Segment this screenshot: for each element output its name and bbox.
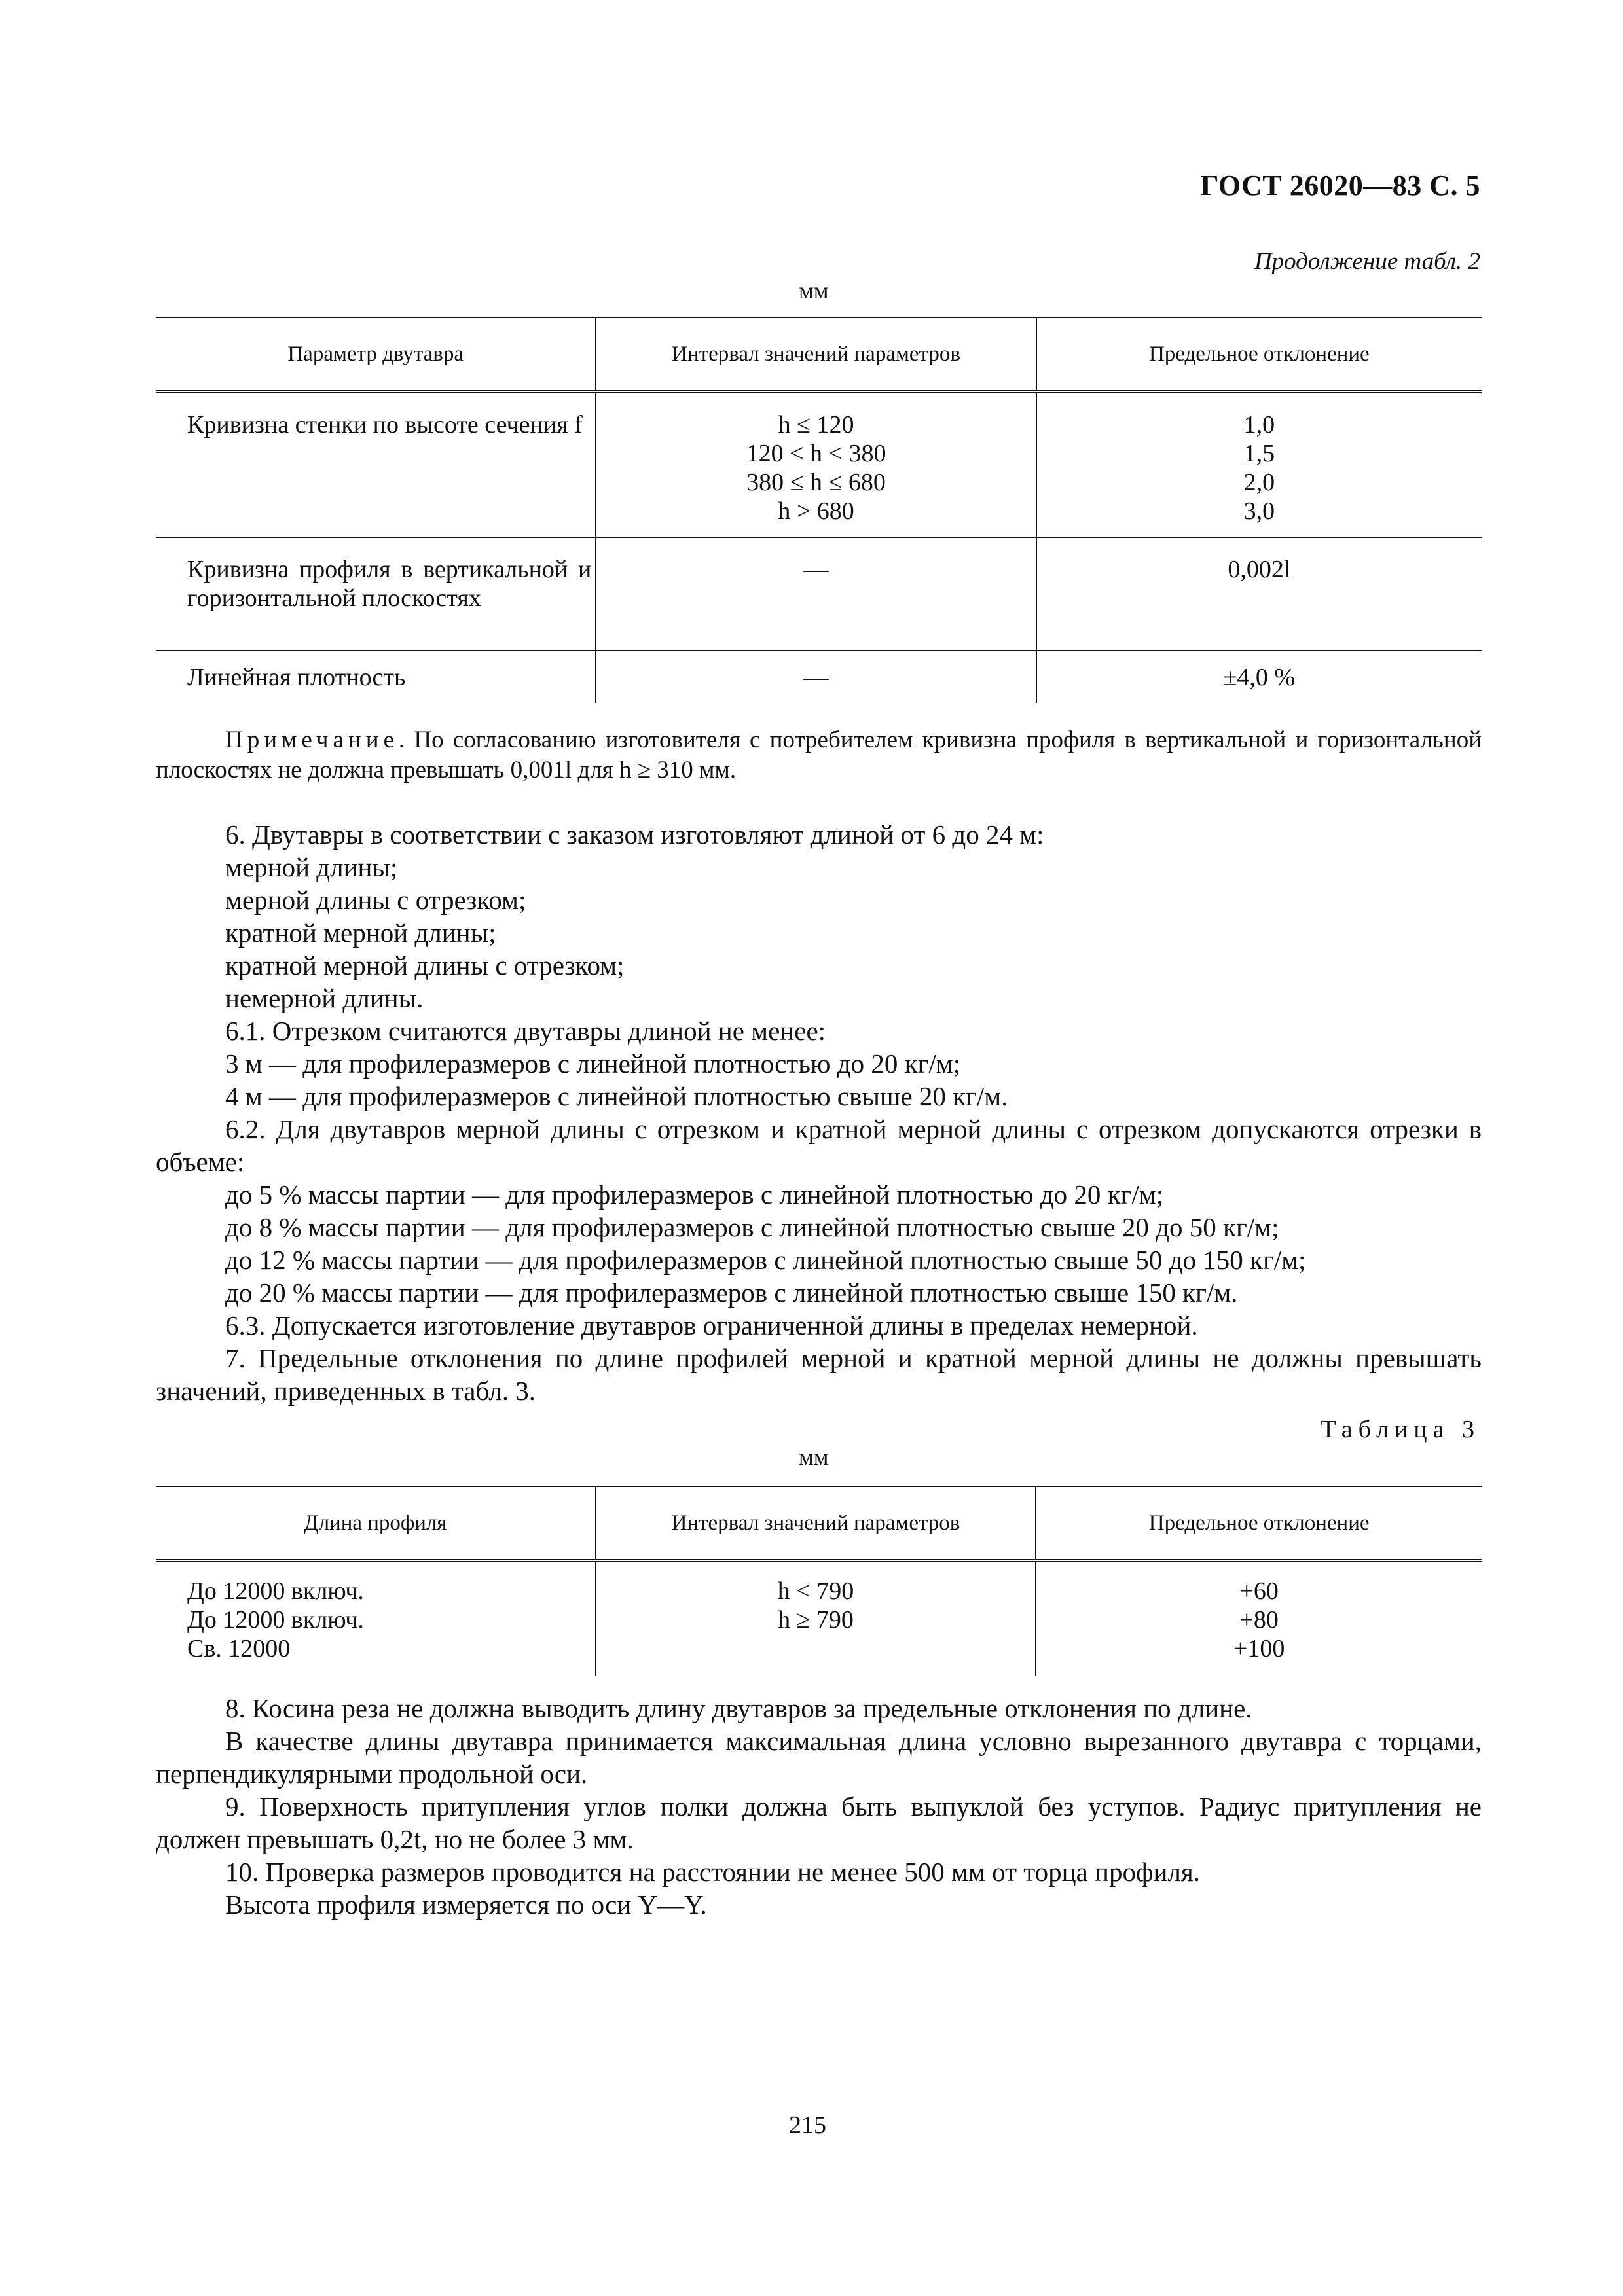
length-value: Св. 12000 — [187, 1635, 291, 1662]
table-2 — [156, 317, 1482, 703]
deviation-value: 0,002l — [1228, 556, 1291, 583]
table3-cell-deviations — [1036, 1561, 1482, 1676]
note-text: . По согласованию изготовителя с потребителем кривизна профиля в вертикальной и горизонтальной плоскостях не должна превышать 0,001l для h ≥ 310 мм. — [156, 726, 1482, 783]
interval-value: — — [803, 556, 829, 583]
table2-cell-intervals — [596, 651, 1036, 703]
table3-cell-intervals — [596, 1561, 1036, 1676]
table3-title: Таблица 3 — [1321, 1416, 1480, 1443]
paragraph: 6.3. Допускается изготовление двутавров ограниченной длины в пределах немерной. — [225, 1310, 1198, 1340]
table2-cell-deviations — [1036, 537, 1482, 651]
table3-col-length: Длина профиля — [156, 1486, 596, 1561]
table2-note — [156, 725, 1482, 785]
page-number: 215 — [789, 2111, 826, 2139]
paragraph: В качестве длины двутавра принимается максимальная длина условно вырезанного двутавра с торцами, перпендикулярными продольной оси. — [156, 1726, 1482, 1789]
list-item: кратной мерной длины; — [225, 918, 496, 948]
list-item: до 5 % массы партии — для профилеразмеров с линейной плотностью до 20 кг/м; — [225, 1179, 1164, 1210]
deviation-value: 2,0 — [1243, 469, 1275, 496]
note-label: Примечание — [225, 726, 399, 753]
table2-col-deviation: Предельное отклонение — [1036, 317, 1482, 392]
interval-value: 120 < h < 380 — [746, 440, 886, 467]
table2-cell-parameter: Кривизна стенки по высоте сечения f — [187, 411, 583, 439]
sections-8-10 — [156, 1692, 1482, 1921]
list-item: мерной длины с отрезком; — [225, 885, 526, 915]
table2-cell-deviations — [1036, 651, 1482, 703]
table-row — [156, 651, 1482, 703]
list-item: кратной мерной длины с отрезком; — [225, 950, 625, 980]
deviation-value: 1,5 — [1243, 440, 1275, 467]
table2-cell-intervals — [596, 537, 1036, 651]
document-header: ГОСТ 26020—83 С. 5 — [1200, 170, 1480, 202]
table-3 — [156, 1486, 1482, 1676]
paragraph: 8. Косина реза не должна выводить длину двутавров за предельные отклонения по длине. — [225, 1693, 1252, 1723]
list-item: до 20 % массы партии — для профилеразмеров с линейной плотностью свыше 150 кг/м. — [225, 1278, 1238, 1308]
table-row — [156, 537, 1482, 651]
table-continuation-label: Продолжение табл. 2 — [1254, 248, 1480, 275]
list-item: 4 м — для профилеразмеров с линейной плотностью свыше 20 кг/м. — [225, 1081, 1008, 1111]
table3-col-deviation: Предельное отклонение — [1036, 1486, 1482, 1561]
table-row — [156, 1561, 1482, 1676]
table-row — [156, 392, 1482, 538]
deviation-value: 1,0 — [1243, 411, 1275, 439]
paragraph: Высота профиля измеряется по оси Y—Y. — [225, 1890, 707, 1920]
interval-value: h > 680 — [778, 497, 854, 525]
deviation-value: +80 — [1239, 1606, 1279, 1634]
table2-cell-parameter: Кривизна профиля в вертикальной и горизонтальной плоскостях — [187, 556, 592, 612]
list-item: до 8 % массы партии — для профилеразмеров с линейной плотностью свыше 20 до 50 кг/м; — [225, 1212, 1279, 1242]
deviation-value: +100 — [1233, 1635, 1285, 1662]
deviation-value: ±4,0 % — [1223, 664, 1296, 691]
paragraph: 6.1. Отрезком считаются двутавры длиной не менее: — [225, 1016, 826, 1046]
list-item: 3 м — для профилеразмеров с линейной плотностью до 20 кг/м; — [225, 1049, 961, 1079]
table2-cell-deviations — [1036, 392, 1482, 538]
interval-value: 380 ≤ h ≤ 680 — [746, 469, 886, 496]
list-item: немерной длины. — [225, 983, 424, 1013]
table2-col-interval: Интервал значений параметров — [596, 317, 1036, 392]
interval-value: h ≥ 790 — [778, 1606, 854, 1634]
interval-value: — — [803, 664, 829, 691]
interval-value: h ≤ 120 — [778, 411, 854, 439]
table2-cell-intervals — [596, 392, 1036, 538]
list-item: до 12 % массы партии — для профилеразмеров с линейной плотностью свыше 50 до 150 кг/м; — [225, 1245, 1306, 1275]
table3-cell-lengths — [156, 1561, 596, 1676]
section-6 — [156, 818, 1482, 1407]
deviation-value: 3,0 — [1243, 497, 1275, 525]
table3-unit: мм — [799, 1444, 829, 1470]
table2-unit: мм — [799, 278, 829, 304]
table2-col-parameter: Параметр двутавра — [156, 317, 596, 392]
paragraph: 7. Предельные отклонения по длине профилей мерной и кратной мерной длины не должны превышать значений, приведенных в табл. 3. — [156, 1343, 1482, 1406]
length-value: До 12000 включ. — [187, 1577, 364, 1605]
paragraph: 9. Поверхность притупления углов полки должна быть выпуклой без уступов. Радиус притупления не должен превышать 0,2t, но не более 3 мм. — [156, 1791, 1482, 1854]
interval-value: h < 790 — [777, 1577, 854, 1605]
list-item: мерной длины; — [225, 852, 398, 882]
table2-cell-parameter: Линейная плотность — [187, 664, 406, 691]
length-value: До 12000 включ. — [187, 1606, 364, 1634]
paragraph: 10. Проверка размеров проводится на расстоянии не менее 500 мм от торца профиля. — [225, 1857, 1201, 1887]
deviation-value: +60 — [1239, 1577, 1279, 1605]
paragraph: 6.2. Для двутавров мерной длины с отрезком и кратной мерной длины с отрезком допускаются отрезки в объеме: — [156, 1114, 1482, 1177]
paragraph: 6. Двутавры в соответствии с заказом изготовляют длиной от 6 до 24 м: — [225, 819, 1044, 850]
table3-col-interval: Интервал значений параметров — [596, 1486, 1036, 1561]
